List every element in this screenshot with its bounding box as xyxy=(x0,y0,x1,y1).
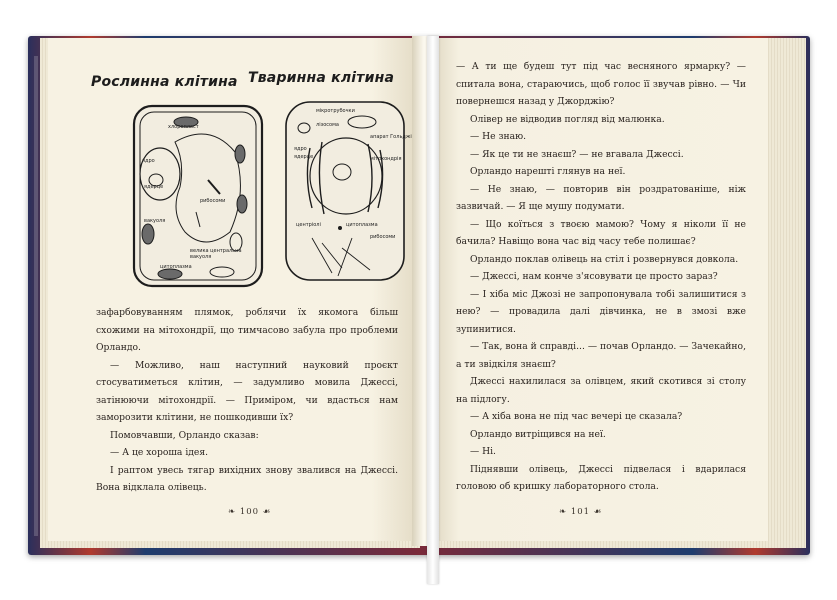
page-number-right: ❧ 101 ☙ xyxy=(559,507,603,517)
paragraph: Орландо нарешті глянув на неї. xyxy=(470,166,626,177)
svg-text:мікротрубочки: мікротрубочки xyxy=(316,108,355,114)
page-number-left: ❧ 100 ☙ xyxy=(228,507,272,517)
left-page-body xyxy=(96,304,398,497)
paragraph: — А це хороша ідея. xyxy=(110,447,209,458)
svg-text:лізосома: лізосома xyxy=(316,122,339,128)
svg-text:центріолі: центріолі xyxy=(296,222,321,228)
paragraph: зафарбовуванням плямок, роблячи їх якомога більш схожими на мітохондрії, що тимчасово забула про проблеми Орландо. xyxy=(96,307,398,353)
svg-text:вакуоля: вакуоля xyxy=(190,254,212,260)
ornament-icon: ❧ xyxy=(228,507,240,517)
plant-cell-diagram xyxy=(130,102,270,292)
plant-cell-title: Рослинна клітина xyxy=(91,74,238,90)
svg-text:вакуоля: вакуоля xyxy=(144,218,166,224)
ornament-icon: ☙ xyxy=(590,507,603,517)
svg-text:цитоплазма: цитоплазма xyxy=(160,264,192,270)
bookmark-ribbon xyxy=(427,36,439,584)
svg-text:мітохондрія: мітохондрія xyxy=(370,156,402,162)
paragraph: — Джессі, нам конче з'ясовувати це просто зараз? xyxy=(470,271,718,282)
paragraph: — І хіба міс Джозі не запропонувала тобі залишитися з нею? — провадила далі дівчинка, не в змозі вже зупинитися. xyxy=(456,288,746,335)
svg-text:рибосоми: рибосоми xyxy=(200,198,226,204)
paragraph: І раптом увесь тягар вихідних знову звалився на Джессі. Вона відклала олівець. xyxy=(96,464,398,493)
paragraph: — Як це ти не знаєш? — не вгавала Джессі. xyxy=(470,148,684,160)
svg-text:ядерце: ядерце xyxy=(144,184,164,190)
paragraph: — Так, вона й справді... — почав Орландо. — Зачекайно, а ти звідкіля знаєш? xyxy=(456,341,746,370)
paragraph: — А ти ще будеш тут під час весняного ярмарку? — спитала вона, стараючись, щоб голос її звучав рівно. — Чи повернешся назад у Джорджію? xyxy=(456,61,746,107)
svg-text:ядро: ядро xyxy=(294,146,307,152)
animal-cell-diagram xyxy=(282,98,412,286)
paragraph: Орландо поклав олівець на стіл і розвернувся довкола. xyxy=(470,253,739,265)
paragraph: — Не знаю. xyxy=(470,131,527,142)
ornament-icon: ❧ xyxy=(559,507,571,517)
paragraph: — А хіба вона не під час вечері це сказала? xyxy=(470,411,683,422)
paragraph: Олівер не відводив погляд від малюнка. xyxy=(470,113,665,125)
ornament-icon: ☙ xyxy=(259,507,272,517)
paragraph: — Що коїться з твоєю мамою? Чому я ніколи її не бачила? Навіщо вона час від часу тебе полишає? xyxy=(456,218,746,247)
svg-text:ядерце: ядерце xyxy=(294,154,314,160)
paragraph: Орландо витріщився на неї. xyxy=(470,428,606,440)
paragraph: Помовчавши, Орландо сказав: xyxy=(110,429,259,441)
svg-text:цитоплазма: цитоплазма xyxy=(346,222,378,228)
animal-cell-title: Тваринна клітина xyxy=(248,70,395,86)
paragraph: Піднявши олівець, Джессі підвелася і вдарилася головою об кришку лабораторного стола. xyxy=(456,463,746,492)
paragraph: — Ні. xyxy=(470,446,496,457)
paragraph: — Можливо, наш наступний науковий проєкт стосуватиметься клітин, — задумливо мовила Джессі, затінюючи мітохондрії. — Приміром, чи вдасться нам заморозити клітини, не пошкодивши їх? xyxy=(96,359,398,423)
svg-text:хлоропласт: хлоропласт xyxy=(168,124,199,130)
svg-text:апарат Гольджі: апарат Гольджі xyxy=(370,134,412,140)
svg-text:велика центральна: велика центральна xyxy=(190,248,242,254)
svg-text:ядро: ядро xyxy=(142,158,155,164)
svg-text:рибосоми: рибосоми xyxy=(370,234,396,240)
paragraph: Джессі нахилилася за олівцем, який скотився зі столу на підлогу. xyxy=(456,376,746,405)
right-page-body xyxy=(456,58,746,496)
paragraph: — Не знаю, — повторив він роздратованіше, ніж зазвичай. — Я ще мушу подумати. xyxy=(456,183,746,212)
